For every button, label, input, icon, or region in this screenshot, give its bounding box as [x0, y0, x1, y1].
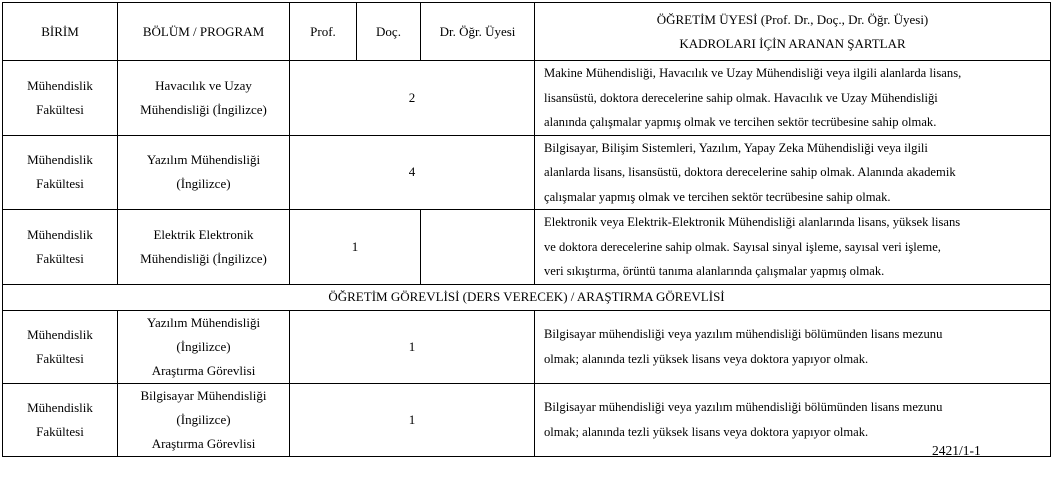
program-cell: Elektrik Elektronik Mühendisliği (İngilizce) [118, 210, 290, 285]
requirements-cell: Elektronik veya Elektrik-Elektronik Mühendisliği alanlarında lisans, yüksek lisans ve doktora derecelerine sahip olmak. Sayısal sinyal işleme, sayısal veri işleme, veri sıkıştırma, örüntü tanıma alanlarında çalışmalar yapmış olmak. [535, 210, 1051, 285]
table-row [3, 383, 1051, 456]
header-doc: Doç. [357, 3, 421, 61]
table-row [3, 210, 1051, 285]
requirements-cell: Bilgisayar mühendisliği veya yazılım mühendisliği bölümünden lisans mezunu olmak; alanında tezli yüksek lisans veya doktora yapıyor olmak. [535, 383, 1051, 456]
header-requirements [535, 3, 1051, 61]
header-row [3, 3, 1051, 61]
section-title: ÖĞRETİM GÖREVLİSİ (DERS VERECEK) / ARAŞTIRMA GÖREVLİSİ [3, 284, 1051, 310]
count-cell: 4 [290, 135, 535, 210]
header-prof: Prof. [290, 3, 357, 61]
count-cell: 2 [290, 61, 535, 136]
table-row [3, 135, 1051, 210]
table-row [3, 61, 1051, 136]
birim-cell: Mühendislik Fakültesi [3, 210, 118, 285]
program-cell: Yazılım Mühendisliği (İngilizce) [118, 135, 290, 210]
header-dr: Dr. Öğr. Üyesi [421, 3, 535, 61]
header-birim: BİRİM [3, 3, 118, 61]
requirements-cell: Makine Mühendisliği, Havacılık ve Uzay Mühendisliği veya ilgili alanlarda lisans, lisansüstü, doktora derecelerine sahip olmak. Havacılık ve Uzay Mühendisliği alanında çalışmalar yapmış olmak ve tercihen sektör tecrübesine sahip olmak. [535, 61, 1051, 136]
count-cell: 1 [290, 383, 535, 456]
table-row [3, 310, 1051, 383]
header-requirements-line2: KADROLARI İÇİN ARANAN ŞARTLAR [679, 35, 906, 51]
header-bolum: BÖLÜM / PROGRAM [118, 3, 290, 61]
birim-cell: Mühendislik Fakültesi [3, 383, 118, 456]
document-reference: 2421/1-1 [932, 443, 981, 458]
birim-cell: Mühendislik Fakültesi [3, 310, 118, 383]
section-title-row [3, 284, 1051, 310]
birim-cell: Mühendislik Fakültesi [3, 135, 118, 210]
empty-cell [421, 210, 535, 285]
positions-table [2, 2, 1051, 457]
program-cell: Bilgisayar Mühendisliği (İngilizce) Araştırma Görevlisi [118, 383, 290, 456]
program-cell: Havacılık ve Uzay Mühendisliği (İngilizce) [118, 61, 290, 136]
header-requirements-line1: ÖĞRETİM ÜYESİ (Prof. Dr., Doç., Dr. Öğr. Üyesi) [656, 11, 929, 27]
count-cell: 1 [290, 210, 421, 285]
birim-cell: Mühendislik Fakültesi [3, 61, 118, 136]
program-cell: Yazılım Mühendisliği (İngilizce) Araştırma Görevlisi [118, 310, 290, 383]
requirements-cell: Bilgisayar mühendisliği veya yazılım mühendisliği bölümünden lisans mezunu olmak; alanında tezli yüksek lisans veya doktora yapıyor olmak. [535, 310, 1051, 383]
count-cell: 1 [290, 310, 535, 383]
requirements-cell: Bilgisayar, Bilişim Sistemleri, Yazılım, Yapay Zeka Mühendisliği veya ilgili alanlarda lisans, lisansüstü, doktora derecelerine sahip olmak. Alanında akademik çalışmalar yapmış olmak ve tercihen sektör tecrübesine sahip olmak. [535, 135, 1051, 210]
